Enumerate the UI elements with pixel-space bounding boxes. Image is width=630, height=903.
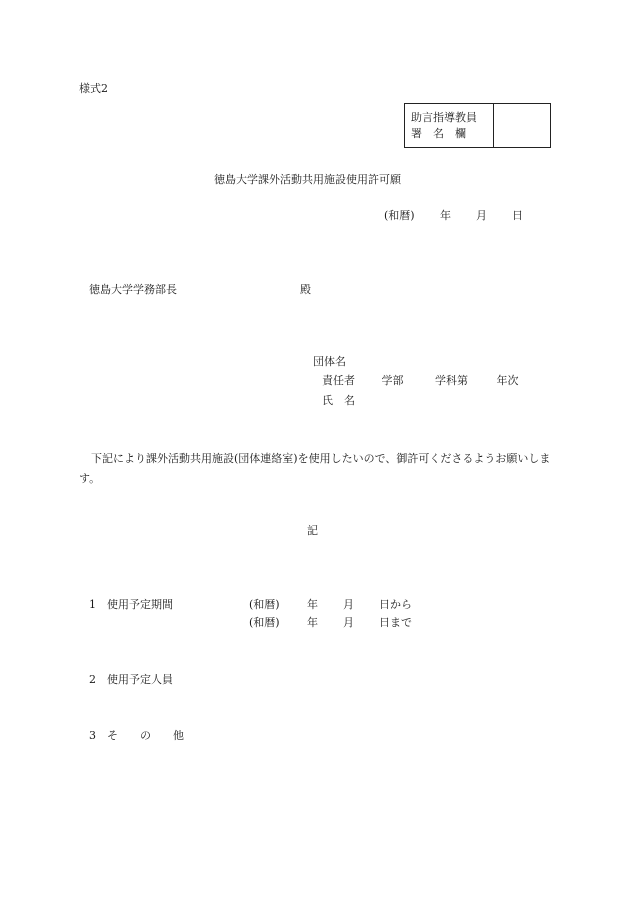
ki-heading: 記 <box>307 524 318 537</box>
signature-box-line2: 署 名 欄 <box>411 127 466 140</box>
signature-box-line1: 助言指導教員 <box>411 111 477 124</box>
person-name-label: 氏 名 <box>322 394 355 407</box>
leader-line <box>322 375 519 386</box>
period-to-month: 月 <box>343 616 354 629</box>
item-usage-count-label: 2 使用予定人員 <box>89 673 173 686</box>
leader-department: 学科第 <box>435 374 468 387</box>
usage-period-to <box>249 617 412 628</box>
date-year: 年 <box>440 209 451 222</box>
period-to-year: 年 <box>307 616 318 629</box>
signature-box-label <box>405 104 494 147</box>
period-from-day: 日から <box>379 598 412 611</box>
period-from-year: 年 <box>307 598 318 611</box>
organization-name-label: 団体名 <box>313 355 346 368</box>
usage-period-from <box>249 599 412 610</box>
leader-grade: 年次 <box>496 374 519 387</box>
date-day: 日 <box>512 209 523 222</box>
signature-area[interactable] <box>494 104 550 147</box>
date-month: 月 <box>476 209 487 222</box>
date-line <box>384 210 523 221</box>
leader-label: 責任者 <box>322 374 355 387</box>
period-to-day: 日まで <box>379 616 412 629</box>
signature-box <box>404 103 551 148</box>
leader-faculty: 学部 <box>381 374 404 387</box>
period-to-era: (和暦) <box>249 616 280 629</box>
item-other-label: 3 そ の 他 <box>89 729 184 742</box>
addressee-name: 徳島大学学務部長 <box>89 283 177 296</box>
item-usage-period-label: 1 使用予定期間 <box>89 598 173 611</box>
document-title: 徳島大学課外活動共用施設使用許可願 <box>214 173 401 186</box>
period-from-era: (和暦) <box>249 598 280 611</box>
period-from-month: 月 <box>343 598 354 611</box>
form-number: 様式2 <box>79 82 108 95</box>
addressee-honorific: 殿 <box>300 283 311 296</box>
request-body-text: 下記により課外活動共用施設(団体連絡室)を使用したいので、御許可くださるようお願いします。 <box>79 452 551 485</box>
date-era: (和暦) <box>384 209 415 222</box>
